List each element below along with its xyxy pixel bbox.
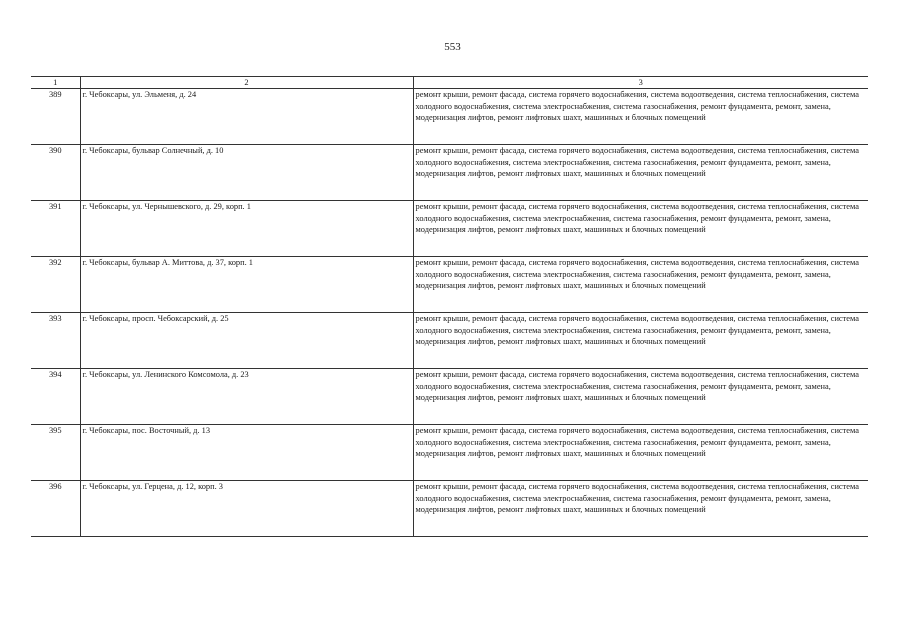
- row-address: г. Чебоксары, пос. Восточный, д. 13: [80, 425, 413, 481]
- table-row: [31, 425, 868, 481]
- table-row: [31, 481, 868, 537]
- row-address: г. Чебоксары, просп. Чебоксарский, д. 25: [80, 313, 413, 369]
- row-number: 390: [48, 146, 62, 155]
- row-works: ремонт крыши, ремонт фасада, система горячего водоснабжения, система водоотведения, система теплоснабжения, система холодного водоснабжения, система электроснабжения, система газоснабжения, ремонт фундамента, ремонт, замена, модернизация лифтов, ремонт лифтовых шахт, машинных и блочных помещений: [413, 89, 868, 145]
- row-address: г. Чебоксары, бульвар А. Миттова, д. 37, корп. 1: [80, 257, 413, 313]
- column-header-number: 1: [53, 78, 58, 87]
- row-number: 391: [48, 202, 62, 211]
- row-number: 396: [48, 482, 62, 491]
- row-works: ремонт крыши, ремонт фасада, система горячего водоснабжения, система водоотведения, система теплоснабжения, система холодного водоснабжения, система электроснабжения, система газоснабжения, ремонт фундамента, ремонт, замена, модернизация лифтов, ремонт лифтовых шахт, машинных и блочных помещений: [413, 313, 868, 369]
- page-number: 553: [444, 41, 461, 53]
- row-address: г. Чебоксары, ул. Эльменя, д. 24: [80, 89, 413, 145]
- table-header-row: [31, 77, 868, 89]
- row-address: г. Чебоксары, ул. Чернышевского, д. 29, корп. 1: [80, 201, 413, 257]
- row-works: ремонт крыши, ремонт фасада, система горячего водоснабжения, система водоотведения, система теплоснабжения, система холодного водоснабжения, система электроснабжения, система газоснабжения, ремонт фундамента, ремонт, замена, модернизация лифтов, ремонт лифтовых шахт, машинных и блочных помещений: [413, 369, 868, 425]
- row-works: ремонт крыши, ремонт фасада, система горячего водоснабжения, система водоотведения, система теплоснабжения, система холодного водоснабжения, система электроснабжения, система газоснабжения, ремонт фундамента, ремонт, замена, модернизация лифтов, ремонт лифтовых шахт, машинных и блочных помещений: [413, 201, 868, 257]
- table-row: [31, 89, 868, 145]
- row-number: 395: [48, 426, 62, 435]
- row-address: г. Чебоксары, бульвар Солнечный, д. 10: [80, 145, 413, 201]
- table-row: [31, 145, 868, 201]
- column-header-works: 3: [413, 77, 868, 89]
- row-works: ремонт крыши, ремонт фасада, система горячего водоснабжения, система водоотведения, система теплоснабжения, система холодного водоснабжения, система электроснабжения, система газоснабжения, ремонт фундамента, ремонт, замена, модернизация лифтов, ремонт лифтовых шахт, машинных и блочных помещений: [413, 425, 868, 481]
- buildings-table: [31, 76, 868, 537]
- row-works: ремонт крыши, ремонт фасада, система горячего водоснабжения, система водоотведения, система теплоснабжения, система холодного водоснабжения, система электроснабжения, система газоснабжения, ремонт фундамента, ремонт, замена, модернизация лифтов, ремонт лифтовых шахт, машинных и блочных помещений: [413, 145, 868, 201]
- row-address: г. Чебоксары, ул. Ленинского Комсомола, д. 23: [80, 369, 413, 425]
- row-address: г. Чебоксары, ул. Герцена, д. 12, корп. 3: [80, 481, 413, 537]
- column-header-address: 2: [80, 77, 413, 89]
- row-number: 389: [48, 90, 62, 99]
- row-number: 392: [48, 258, 62, 267]
- row-works: ремонт крыши, ремонт фасада, система горячего водоснабжения, система водоотведения, система теплоснабжения, система холодного водоснабжения, система электроснабжения, система газоснабжения, ремонт фундамента, ремонт, замена, модернизация лифтов, ремонт лифтовых шахт, машинных и блочных помещений: [413, 481, 868, 537]
- table-row: [31, 257, 868, 313]
- table-row: [31, 201, 868, 257]
- row-number: 394: [48, 370, 62, 379]
- table-row: [31, 313, 868, 369]
- row-works: ремонт крыши, ремонт фасада, система горячего водоснабжения, система водоотведения, система теплоснабжения, система холодного водоснабжения, система электроснабжения, система газоснабжения, ремонт фундамента, ремонт, замена, модернизация лифтов, ремонт лифтовых шахт, машинных и блочных помещений: [413, 257, 868, 313]
- row-number: 393: [48, 314, 62, 323]
- table-row: [31, 369, 868, 425]
